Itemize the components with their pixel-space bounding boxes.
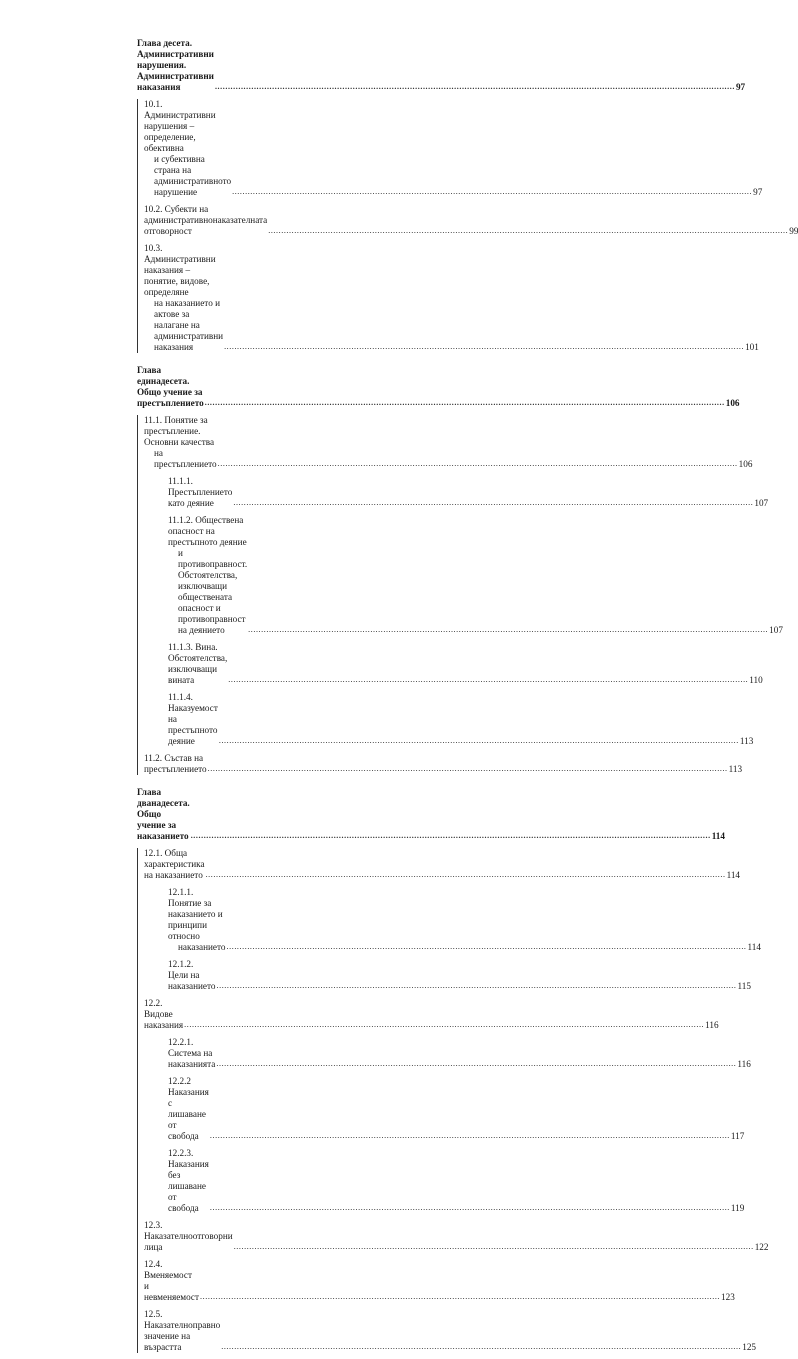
- toc-entry-line: [144, 243, 223, 298]
- section-number: 11.1.: [144, 415, 163, 425]
- toc-entry-line: [144, 342, 223, 353]
- toc-section[interactable]: [138, 848, 741, 881]
- toc-entry-line: [144, 1259, 199, 1303]
- page-number: 107: [754, 498, 769, 508]
- dot-leader: ........................................................................................................................................................................................................: [204, 398, 725, 407]
- toc-entry-text: [137, 365, 204, 409]
- dot-leader: ........................................................................................................................................................................................................: [216, 981, 737, 990]
- toc-section[interactable]: [138, 415, 753, 470]
- toc-subsection[interactable]: [138, 1076, 745, 1142]
- section-title: наказания: [154, 342, 194, 352]
- dot-leader: ........................................................................................................................................................................................................: [233, 1242, 754, 1251]
- toc-section[interactable]: [138, 998, 719, 1031]
- toc-entry-text: [168, 1148, 209, 1214]
- dot-leader: ........................................................................................................................................................................................................: [221, 1342, 742, 1351]
- toc-entry-text: [144, 243, 223, 353]
- section-number: 12.2.3.: [168, 1148, 194, 1158]
- chapter-title-line: Административни наказания: [137, 71, 214, 92]
- toc-entry-line: [168, 476, 232, 509]
- section-number: 11.2.: [144, 753, 163, 763]
- dot-leader: ........................................................................................................................................................................................................: [209, 1203, 730, 1212]
- dot-leader: ........................................................................................................................................................................................................: [190, 831, 711, 840]
- section-number: 12.2.: [144, 998, 163, 1008]
- chapter-sections: [137, 415, 783, 775]
- page-number: 97: [735, 82, 746, 92]
- chapter-sections: [137, 99, 798, 353]
- toc-entry-line: [144, 998, 183, 1031]
- section-number: 12.1.2.: [168, 959, 194, 969]
- toc-entry-text: [168, 692, 218, 747]
- toc-subsection[interactable]: [138, 959, 751, 992]
- toc-entry-line: [168, 592, 247, 636]
- chapter-title-line: Глава единадесета. Общо учение за престъплението: [137, 365, 204, 408]
- section-number: 10.1.: [144, 99, 163, 109]
- page-number: 110: [749, 675, 763, 685]
- section-number: 11.1.3.: [168, 642, 193, 652]
- dot-leader: ........................................................................................................................................................................................................: [207, 764, 728, 773]
- chapter-title-line: Глава десета. Административни нарушения.: [137, 38, 214, 70]
- page-number: 97: [753, 187, 763, 197]
- chapter-title-row[interactable]: [137, 787, 725, 842]
- toc-entry-line: [168, 887, 226, 942]
- section-number: 12.4.: [144, 1259, 163, 1269]
- toc-entry-text: [144, 998, 183, 1031]
- section-title: Наказателноотговорни лица: [144, 1231, 233, 1252]
- toc-entry-line: [168, 548, 247, 592]
- section-number: 11.1.4.: [168, 692, 193, 702]
- section-number: 11.1.2.: [168, 515, 193, 525]
- toc-entry-line: [168, 1148, 209, 1214]
- toc-entry-text: [168, 642, 227, 686]
- toc-entry-text: [168, 959, 216, 992]
- page-number: 119: [730, 1203, 745, 1213]
- toc-entry-line: [144, 1220, 233, 1253]
- dot-leader: ........................................................................................................................................................................................................: [232, 187, 753, 196]
- section-title: наказанието: [178, 942, 226, 952]
- toc-subsection[interactable]: [138, 515, 783, 636]
- toc-entry-text: [144, 415, 217, 470]
- section-title: Вина. Обстоятелства, изключващи вината: [168, 642, 228, 685]
- toc-entry-line: [168, 942, 226, 953]
- section-title: Административни наказания – понятие, видове, определяне: [144, 254, 216, 297]
- section-title: Наказателноправно значение на възрастта: [144, 1320, 221, 1352]
- toc-entry-text: [144, 1220, 233, 1253]
- page-number: 101: [745, 342, 759, 352]
- toc-subsection[interactable]: [138, 1148, 745, 1214]
- toc-entry-line: [168, 1037, 215, 1070]
- section-title: Административни нарушения – определение, обективна: [144, 110, 216, 153]
- chapter-sections: [137, 848, 769, 1353]
- dot-leader: ........................................................................................................................................................................................................: [228, 675, 749, 684]
- toc-section[interactable]: [138, 1259, 735, 1303]
- toc-entry-line: [144, 298, 223, 342]
- table-of-contents: [137, 38, 798, 1359]
- chapter-heading: [137, 38, 746, 93]
- toc-entry-line: [168, 692, 218, 747]
- section-title: Понятие за наказанието и принципи относно: [168, 898, 223, 941]
- toc-entry-line: [144, 1309, 220, 1353]
- section-title: обществената опасност и противоправност на деянието: [178, 592, 246, 635]
- section-title: Състав на престъплението: [144, 753, 207, 774]
- toc-entry-text: [144, 848, 205, 881]
- toc-subsection[interactable]: [138, 642, 763, 686]
- toc-entry-line: [144, 753, 207, 775]
- dot-leader: ........................................................................................................................................................................................................: [216, 1059, 737, 1068]
- toc-entry-line: [144, 99, 231, 154]
- dot-leader: ........................................................................................................................................................................................................: [217, 459, 738, 468]
- page-number: 114: [726, 870, 741, 880]
- toc-subsection[interactable]: [138, 1037, 751, 1070]
- toc-entry-text: [168, 515, 247, 636]
- page-number: 122: [754, 1242, 769, 1252]
- section-number: 12.1.1.: [168, 887, 194, 897]
- dot-leader: ........................................................................................................................................................................................................: [233, 498, 754, 507]
- page-number: 123: [721, 1292, 735, 1302]
- page-number: 113: [728, 764, 743, 774]
- section-title: Престъплението като деяние: [168, 487, 233, 508]
- section-number: 12.5.: [144, 1309, 163, 1319]
- page-number: 114: [747, 942, 761, 952]
- dot-leader: ........................................................................................................................................................................................................: [184, 1020, 705, 1029]
- page-number: 106: [725, 398, 740, 408]
- page-number: 113: [739, 736, 754, 746]
- section-title: и противоправност. Обстоятелства, изключващи: [178, 548, 248, 591]
- section-number: 12.1.: [144, 848, 163, 858]
- toc-subsection[interactable]: [138, 476, 769, 509]
- toc-entry-text: [144, 204, 267, 237]
- dot-leader: ........................................................................................................................................................................................................: [224, 342, 745, 351]
- toc-section[interactable]: [138, 99, 763, 198]
- page-number: 99: [789, 226, 798, 236]
- page-number: 114: [711, 831, 725, 841]
- dot-leader: ........................................................................................................................................................................................................: [205, 870, 726, 879]
- dot-leader: ........................................................................................................................................................................................................: [248, 625, 769, 634]
- dot-leader: ........................................................................................................................................................................................................: [268, 226, 789, 235]
- dot-leader: ........................................................................................................................................................................................................: [218, 736, 739, 745]
- dot-leader: ........................................................................................................................................................................................................: [209, 1131, 730, 1140]
- section-title: Видове наказания: [144, 1009, 184, 1030]
- section-number: 10.2.: [144, 204, 163, 214]
- toc-entry-text: [168, 476, 232, 509]
- section-title: на престъплението: [154, 448, 217, 469]
- toc-entry-text: [168, 887, 226, 953]
- section-number: 12.2.1.: [168, 1037, 194, 1047]
- toc-section[interactable]: [138, 1309, 756, 1353]
- section-number: 11.1.1.: [168, 476, 193, 486]
- toc-entry-line: [144, 154, 231, 198]
- toc-entry-line: [144, 848, 205, 881]
- section-title: Система на наказанията: [168, 1048, 216, 1069]
- page-number: 116: [705, 1020, 719, 1030]
- section-number: 12.3.: [144, 1220, 163, 1230]
- section-title: Наказания без лишаване от свобода: [168, 1159, 209, 1213]
- section-title: на наказанието и актове за налагане на административни: [154, 298, 224, 341]
- toc-section[interactable]: [138, 1220, 769, 1253]
- toc-entry-line: [144, 448, 217, 470]
- page-number: 107: [769, 625, 783, 635]
- chapter-title-line: Глава дванадесета. Общо учение за наказанието: [137, 787, 190, 841]
- toc-entry-line: [144, 204, 267, 237]
- toc-entry-line: [168, 515, 247, 548]
- toc-entry-text: [137, 38, 214, 93]
- toc-entry-line: [168, 1076, 209, 1142]
- toc-entry-line: [168, 959, 216, 992]
- section-number: 12.2.2: [168, 1076, 191, 1086]
- section-title: Субекти на административнонаказателната отговорност: [144, 204, 268, 236]
- toc-entry-text: [168, 1076, 209, 1142]
- toc-subsection[interactable]: [138, 692, 754, 747]
- page-number: 117: [730, 1131, 745, 1141]
- page-number: 106: [738, 459, 753, 469]
- chapter-title-row[interactable]: [137, 365, 740, 409]
- toc-section[interactable]: [138, 753, 743, 775]
- section-title: Обществена опасност на престъпното деяние: [168, 515, 247, 547]
- section-title: Цели на наказанието: [168, 970, 216, 991]
- toc-entry-text: [144, 1259, 199, 1303]
- chapter-title-row[interactable]: [137, 38, 746, 93]
- section-title: Наказания с лишаване от свобода: [168, 1087, 209, 1141]
- toc-entry-text: [168, 1037, 215, 1070]
- toc-entry-text: [144, 753, 207, 775]
- toc-subsection[interactable]: [138, 887, 761, 953]
- toc-section[interactable]: [138, 204, 798, 237]
- section-title: Обща характеристика на наказанието: [144, 848, 205, 880]
- toc-entry-line: [168, 642, 227, 686]
- chapter-heading: [137, 787, 725, 842]
- toc-entry-text: [137, 787, 190, 842]
- page-number: 125: [742, 1342, 756, 1352]
- page-number: 116: [737, 1059, 751, 1069]
- page-number: 115: [737, 981, 751, 991]
- dot-leader: ........................................................................................................................................................................................................: [214, 82, 735, 91]
- section-number: 10.3.: [144, 243, 163, 253]
- section-title: и субективна страна на административното нарушение: [154, 154, 232, 197]
- toc-entry-line: [144, 415, 217, 448]
- dot-leader: ........................................................................................................................................................................................................: [226, 942, 747, 951]
- toc-entry-text: [144, 99, 231, 198]
- dot-leader: ........................................................................................................................................................................................................: [200, 1292, 721, 1301]
- toc-section[interactable]: [138, 243, 759, 353]
- section-title: Наказуемост на престъпното деяние: [168, 703, 218, 746]
- section-title: Вменяемост и невменяемост: [144, 1270, 200, 1302]
- section-title: Понятие за престъпление. Основни качества: [144, 415, 215, 447]
- toc-entry-text: [144, 1309, 220, 1353]
- chapter-heading: [137, 365, 740, 409]
